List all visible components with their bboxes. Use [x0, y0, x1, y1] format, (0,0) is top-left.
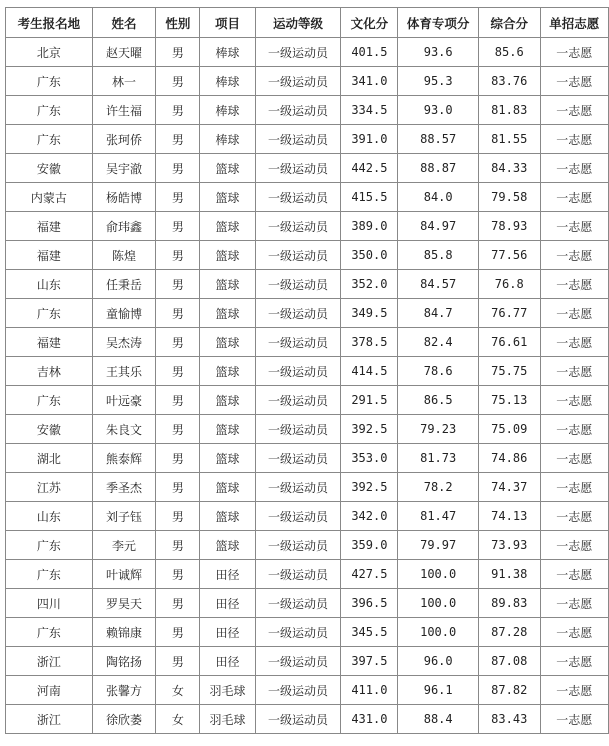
cell-level: 一级运动员 [255, 38, 341, 67]
table-row [6, 444, 609, 473]
cell-name: 吴宇澈 [92, 154, 155, 183]
cell-level: 一级运动员 [255, 444, 341, 473]
cell-total-score: 77.56 [478, 241, 540, 270]
cell-total-score: 76.61 [478, 328, 540, 357]
cell-region: 安徽 [6, 154, 93, 183]
header-row [6, 8, 609, 38]
cell-sport-score: 84.57 [398, 270, 478, 299]
cell-culture-score: 291.5 [341, 386, 398, 415]
cell-level: 一级运动员 [255, 67, 341, 96]
cell-name: 吴杰涛 [92, 328, 155, 357]
cell-name: 王其乐 [92, 357, 155, 386]
cell-preference: 一志愿 [540, 676, 608, 705]
cell-level: 一级运动员 [255, 531, 341, 560]
cell-name: 许生福 [92, 96, 155, 125]
cell-name: 杨皓博 [92, 183, 155, 212]
cell-sport-score: 93.0 [398, 96, 478, 125]
cell-level: 一级运动员 [255, 560, 341, 589]
table-row [6, 647, 609, 676]
cell-sport: 篮球 [200, 386, 255, 415]
cell-gender: 男 [156, 96, 200, 125]
cell-total-score: 87.08 [478, 647, 540, 676]
cell-name: 俞玮鑫 [92, 212, 155, 241]
cell-level: 一级运动员 [255, 270, 341, 299]
table-row [6, 502, 609, 531]
cell-region: 安徽 [6, 415, 93, 444]
cell-region: 四川 [6, 589, 93, 618]
cell-culture-score: 378.5 [341, 328, 398, 357]
cell-sport: 篮球 [200, 357, 255, 386]
cell-total-score: 81.83 [478, 96, 540, 125]
cell-region: 江苏 [6, 473, 93, 502]
cell-preference: 一志愿 [540, 444, 608, 473]
table-row [6, 212, 609, 241]
table-row [6, 531, 609, 560]
table-row [6, 299, 609, 328]
table-body [6, 38, 609, 734]
cell-name: 季圣杰 [92, 473, 155, 502]
cell-name: 童愉博 [92, 299, 155, 328]
cell-region: 广东 [6, 299, 93, 328]
cell-sport-score: 88.4 [398, 705, 478, 734]
cell-region: 广东 [6, 618, 93, 647]
cell-sport-score: 93.6 [398, 38, 478, 67]
cell-level: 一级运动员 [255, 647, 341, 676]
cell-name: 林一 [92, 67, 155, 96]
cell-level: 一级运动员 [255, 386, 341, 415]
cell-total-score: 83.43 [478, 705, 540, 734]
cell-name: 张珂侨 [92, 125, 155, 154]
table-row [6, 473, 609, 502]
cell-name: 叶诚辉 [92, 560, 155, 589]
cell-sport-score: 96.1 [398, 676, 478, 705]
cell-preference: 一志愿 [540, 212, 608, 241]
cell-preference: 一志愿 [540, 647, 608, 676]
cell-culture-score: 411.0 [341, 676, 398, 705]
cell-culture-score: 415.5 [341, 183, 398, 212]
cell-total-score: 87.28 [478, 618, 540, 647]
cell-sport-score: 82.4 [398, 328, 478, 357]
cell-total-score: 85.6 [478, 38, 540, 67]
cell-level: 一级运动员 [255, 357, 341, 386]
cell-culture-score: 401.5 [341, 38, 398, 67]
cell-preference: 一志愿 [540, 125, 608, 154]
cell-total-score: 84.33 [478, 154, 540, 183]
header-gender: 性别 [156, 8, 200, 38]
cell-total-score: 75.75 [478, 357, 540, 386]
cell-sport: 篮球 [200, 154, 255, 183]
cell-sport-score: 81.73 [398, 444, 478, 473]
cell-culture-score: 334.5 [341, 96, 398, 125]
cell-name: 李元 [92, 531, 155, 560]
cell-total-score: 87.82 [478, 676, 540, 705]
cell-total-score: 89.83 [478, 589, 540, 618]
cell-region: 山东 [6, 502, 93, 531]
table-row [6, 270, 609, 299]
cell-level: 一级运动员 [255, 705, 341, 734]
cell-gender: 男 [156, 212, 200, 241]
cell-sport: 羽毛球 [200, 676, 255, 705]
cell-sport: 棒球 [200, 125, 255, 154]
cell-preference: 一志愿 [540, 328, 608, 357]
table-row [6, 618, 609, 647]
cell-culture-score: 345.5 [341, 618, 398, 647]
cell-preference: 一志愿 [540, 96, 608, 125]
cell-total-score: 78.93 [478, 212, 540, 241]
cell-preference: 一志愿 [540, 183, 608, 212]
cell-name: 张馨方 [92, 676, 155, 705]
cell-gender: 男 [156, 270, 200, 299]
cell-culture-score: 414.5 [341, 357, 398, 386]
header-preference: 单招志愿 [540, 8, 608, 38]
cell-sport-score: 84.97 [398, 212, 478, 241]
table-row [6, 676, 609, 705]
cell-sport-score: 79.97 [398, 531, 478, 560]
table-row [6, 560, 609, 589]
table-row [6, 38, 609, 67]
admission-table [5, 7, 609, 734]
cell-gender: 男 [156, 328, 200, 357]
cell-total-score: 91.38 [478, 560, 540, 589]
cell-total-score: 76.77 [478, 299, 540, 328]
admission-table-container [5, 7, 609, 734]
cell-name: 朱良文 [92, 415, 155, 444]
cell-preference: 一志愿 [540, 415, 608, 444]
cell-sport-score: 96.0 [398, 647, 478, 676]
cell-gender: 男 [156, 560, 200, 589]
cell-preference: 一志愿 [540, 618, 608, 647]
cell-gender: 男 [156, 647, 200, 676]
cell-sport: 篮球 [200, 473, 255, 502]
cell-sport-score: 78.6 [398, 357, 478, 386]
cell-sport: 篮球 [200, 299, 255, 328]
cell-sport: 棒球 [200, 96, 255, 125]
cell-culture-score: 389.0 [341, 212, 398, 241]
cell-level: 一级运动员 [255, 618, 341, 647]
cell-culture-score: 396.5 [341, 589, 398, 618]
cell-region: 福建 [6, 212, 93, 241]
header-level: 运动等级 [255, 8, 341, 38]
cell-preference: 一志愿 [540, 473, 608, 502]
cell-gender: 男 [156, 299, 200, 328]
cell-preference: 一志愿 [540, 270, 608, 299]
cell-sport: 篮球 [200, 415, 255, 444]
cell-sport-score: 100.0 [398, 589, 478, 618]
header-sport: 项目 [200, 8, 255, 38]
cell-culture-score: 392.5 [341, 415, 398, 444]
cell-preference: 一志愿 [540, 531, 608, 560]
cell-name: 赵天曜 [92, 38, 155, 67]
cell-total-score: 79.58 [478, 183, 540, 212]
cell-region: 广东 [6, 125, 93, 154]
cell-gender: 男 [156, 67, 200, 96]
header-total-score: 综合分 [478, 8, 540, 38]
cell-sport-score: 84.0 [398, 183, 478, 212]
table-row [6, 96, 609, 125]
cell-sport: 篮球 [200, 502, 255, 531]
cell-level: 一级运动员 [255, 328, 341, 357]
cell-culture-score: 391.0 [341, 125, 398, 154]
cell-gender: 男 [156, 183, 200, 212]
table-row [6, 241, 609, 270]
cell-region: 广东 [6, 96, 93, 125]
cell-preference: 一志愿 [540, 38, 608, 67]
cell-culture-score: 359.0 [341, 531, 398, 560]
cell-level: 一级运动员 [255, 589, 341, 618]
cell-preference: 一志愿 [540, 502, 608, 531]
cell-name: 刘子钰 [92, 502, 155, 531]
cell-name: 陈煌 [92, 241, 155, 270]
cell-culture-score: 342.0 [341, 502, 398, 531]
cell-name: 熊泰辉 [92, 444, 155, 473]
cell-region: 内蒙古 [6, 183, 93, 212]
cell-sport: 篮球 [200, 444, 255, 473]
cell-culture-score: 350.0 [341, 241, 398, 270]
cell-sport: 篮球 [200, 328, 255, 357]
cell-sport-score: 78.2 [398, 473, 478, 502]
cell-culture-score: 341.0 [341, 67, 398, 96]
cell-region: 浙江 [6, 705, 93, 734]
cell-region: 广东 [6, 386, 93, 415]
cell-preference: 一志愿 [540, 299, 608, 328]
cell-total-score: 74.37 [478, 473, 540, 502]
cell-gender: 男 [156, 125, 200, 154]
cell-gender: 男 [156, 473, 200, 502]
cell-total-score: 75.09 [478, 415, 540, 444]
cell-gender: 男 [156, 589, 200, 618]
cell-level: 一级运动员 [255, 125, 341, 154]
cell-region: 山东 [6, 270, 93, 299]
cell-region: 河南 [6, 676, 93, 705]
cell-culture-score: 442.5 [341, 154, 398, 183]
cell-preference: 一志愿 [540, 705, 608, 734]
cell-preference: 一志愿 [540, 241, 608, 270]
cell-sport: 篮球 [200, 270, 255, 299]
cell-level: 一级运动员 [255, 299, 341, 328]
table-row [6, 154, 609, 183]
cell-sport: 田径 [200, 647, 255, 676]
cell-name: 陶铭扬 [92, 647, 155, 676]
cell-sport: 棒球 [200, 38, 255, 67]
cell-preference: 一志愿 [540, 154, 608, 183]
cell-level: 一级运动员 [255, 212, 341, 241]
cell-sport: 羽毛球 [200, 705, 255, 734]
cell-preference: 一志愿 [540, 589, 608, 618]
cell-region: 福建 [6, 328, 93, 357]
cell-sport: 田径 [200, 560, 255, 589]
cell-level: 一级运动员 [255, 183, 341, 212]
cell-culture-score: 427.5 [341, 560, 398, 589]
cell-culture-score: 352.0 [341, 270, 398, 299]
cell-region: 广东 [6, 531, 93, 560]
cell-culture-score: 353.0 [341, 444, 398, 473]
cell-sport-score: 85.8 [398, 241, 478, 270]
cell-total-score: 83.76 [478, 67, 540, 96]
cell-sport-score: 100.0 [398, 560, 478, 589]
cell-name: 赖锦康 [92, 618, 155, 647]
cell-gender: 男 [156, 531, 200, 560]
cell-total-score: 74.86 [478, 444, 540, 473]
table-row [6, 183, 609, 212]
cell-name: 徐欣萎 [92, 705, 155, 734]
cell-gender: 女 [156, 676, 200, 705]
cell-gender: 男 [156, 241, 200, 270]
cell-level: 一级运动员 [255, 96, 341, 125]
cell-name: 任秉岳 [92, 270, 155, 299]
cell-gender: 男 [156, 357, 200, 386]
cell-region: 湖北 [6, 444, 93, 473]
cell-culture-score: 349.5 [341, 299, 398, 328]
cell-sport: 田径 [200, 618, 255, 647]
cell-sport: 田径 [200, 589, 255, 618]
cell-sport-score: 100.0 [398, 618, 478, 647]
header-name: 姓名 [92, 8, 155, 38]
table-row [6, 589, 609, 618]
cell-region: 广东 [6, 560, 93, 589]
cell-region: 浙江 [6, 647, 93, 676]
cell-culture-score: 431.0 [341, 705, 398, 734]
cell-gender: 男 [156, 618, 200, 647]
cell-sport-score: 88.87 [398, 154, 478, 183]
cell-sport-score: 84.7 [398, 299, 478, 328]
cell-gender: 男 [156, 415, 200, 444]
cell-total-score: 81.55 [478, 125, 540, 154]
table-row [6, 415, 609, 444]
cell-culture-score: 397.5 [341, 647, 398, 676]
cell-gender: 女 [156, 705, 200, 734]
cell-preference: 一志愿 [540, 357, 608, 386]
cell-sport-score: 86.5 [398, 386, 478, 415]
cell-region: 吉林 [6, 357, 93, 386]
table-row [6, 357, 609, 386]
cell-level: 一级运动员 [255, 473, 341, 502]
cell-name: 罗昊天 [92, 589, 155, 618]
cell-gender: 男 [156, 444, 200, 473]
cell-gender: 男 [156, 38, 200, 67]
cell-region: 北京 [6, 38, 93, 67]
table-row [6, 705, 609, 734]
cell-sport: 篮球 [200, 241, 255, 270]
table-row [6, 125, 609, 154]
cell-total-score: 76.8 [478, 270, 540, 299]
cell-level: 一级运动员 [255, 154, 341, 183]
cell-culture-score: 392.5 [341, 473, 398, 502]
cell-level: 一级运动员 [255, 676, 341, 705]
cell-level: 一级运动员 [255, 502, 341, 531]
table-row [6, 386, 609, 415]
header-sport-score: 体育专项分 [398, 8, 478, 38]
table-row [6, 67, 609, 96]
cell-preference: 一志愿 [540, 386, 608, 415]
cell-total-score: 74.13 [478, 502, 540, 531]
cell-level: 一级运动员 [255, 415, 341, 444]
cell-sport: 篮球 [200, 531, 255, 560]
cell-region: 福建 [6, 241, 93, 270]
table-row [6, 328, 609, 357]
cell-sport-score: 95.3 [398, 67, 478, 96]
cell-sport-score: 79.23 [398, 415, 478, 444]
cell-sport: 篮球 [200, 212, 255, 241]
cell-total-score: 73.93 [478, 531, 540, 560]
header-culture-score: 文化分 [341, 8, 398, 38]
cell-sport-score: 81.47 [398, 502, 478, 531]
cell-level: 一级运动员 [255, 241, 341, 270]
cell-preference: 一志愿 [540, 67, 608, 96]
header-region: 考生报名地 [6, 8, 93, 38]
cell-sport: 棒球 [200, 67, 255, 96]
cell-preference: 一志愿 [540, 560, 608, 589]
cell-region: 广东 [6, 67, 93, 96]
cell-gender: 男 [156, 386, 200, 415]
cell-name: 叶远豪 [92, 386, 155, 415]
cell-sport: 篮球 [200, 183, 255, 212]
cell-gender: 男 [156, 502, 200, 531]
cell-sport-score: 88.57 [398, 125, 478, 154]
cell-total-score: 75.13 [478, 386, 540, 415]
cell-gender: 男 [156, 154, 200, 183]
